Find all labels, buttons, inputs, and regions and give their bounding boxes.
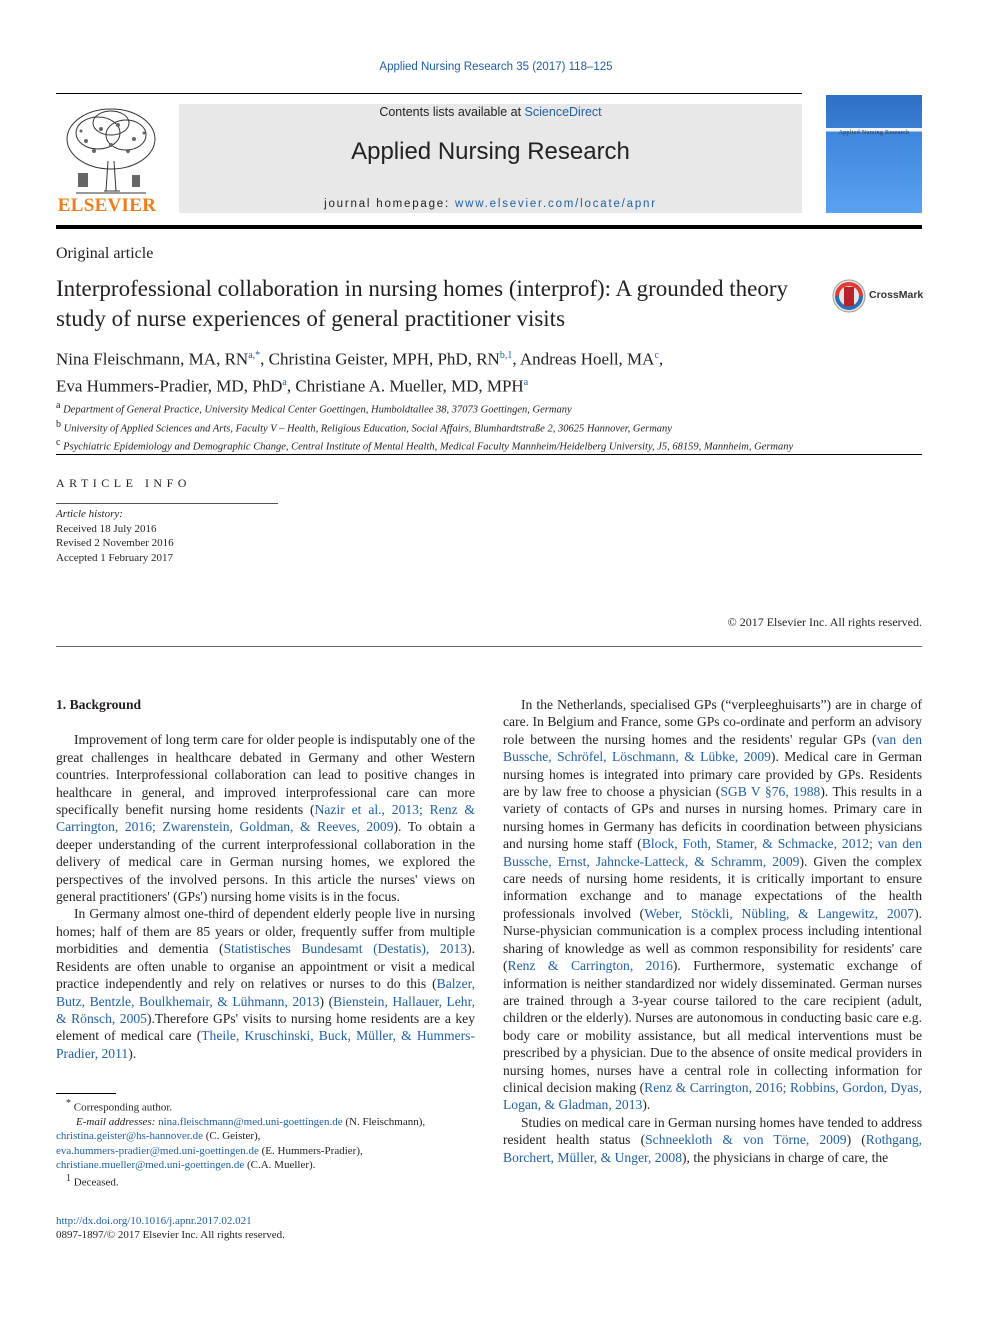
author-name: Christiane A. Mueller, MD, MPH xyxy=(295,376,524,396)
email-owner: (C. Geister), xyxy=(202,1130,261,1143)
email-link[interactable]: eva.hummers-pradier@med.uni-goettingen.de xyxy=(56,1144,259,1157)
email-link[interactable]: christina.geister@hs-hannover.de xyxy=(56,1130,203,1143)
author-affil-mark[interactable]: a,* xyxy=(248,350,261,361)
article-info-rule xyxy=(56,503,278,504)
affiliation xyxy=(56,436,922,455)
history-label: Article history: xyxy=(56,508,123,520)
body-text: ).Therefore GPs' visits to nursing home residents are a key element of medical care ( xyxy=(56,1010,475,1044)
citation-link[interactable]: Schneekloth & von Törne, 2009 xyxy=(645,1132,847,1148)
citation-link[interactable]: SGB V §76, 1988 xyxy=(720,784,821,800)
article-type: Original article xyxy=(56,245,154,262)
homepage-link[interactable]: www.elsevier.com/locate/apnr xyxy=(454,198,657,210)
doi-block xyxy=(56,1214,475,1243)
email-link[interactable]: christiane.mueller@med.uni-goettingen.de xyxy=(56,1158,245,1171)
body-text: ). Nurse-physician communication is a complex process including intentional sharing of knowledge as well as common responsibility for residents' care ( xyxy=(503,905,922,974)
cover-title: Applied Nursing Research xyxy=(838,130,910,136)
body-column-left xyxy=(56,696,475,1062)
body-column-right xyxy=(503,696,922,1166)
footnote-rule xyxy=(56,1093,116,1094)
body-paragraph xyxy=(503,1114,922,1166)
email-link[interactable]: nina.fleischmann@med.uni-goettingen.de xyxy=(158,1115,343,1128)
body-text: ). Furthermore, systematic exchange of information is neither standardized nor widely disseminated. German nurses are trained through a 3-year course tailored to the care recipient (adult, children or the elderly). Nurses are autonomous in conducting basic care e.g. body care or mobility assistance, but all medical interventions must be prescribed by a physician. Due to the absence of onsite medical providers in nursing homes, nurses have a central role in collecting information for clinical decision making ( xyxy=(503,958,922,1095)
email-owner: (N. Fleischmann), xyxy=(342,1115,426,1128)
author-affil-mark[interactable]: a xyxy=(282,376,287,388)
author-name: Christina Geister, MPH, PhD, RN xyxy=(268,349,500,369)
author-list xyxy=(56,344,922,397)
body-text: ). Medical care in German nursing homes is integrated into primary care provided by GPs. Residents are by law free to choose a physician ( xyxy=(503,749,923,800)
deceased-text: Deceased. xyxy=(73,1176,119,1189)
body-text: ), the physicians in charge of care, the xyxy=(682,1149,889,1165)
citation-link[interactable]: Rothgang, Borchert, Müller, & Unger, 2008 xyxy=(503,1132,923,1165)
citation-link[interactable]: Theile, Kruschinski, Buck, Müller, & Hummers-Pradier, 2011 xyxy=(56,1028,475,1061)
journal-cover-thumbnail[interactable] xyxy=(826,95,922,213)
email-line xyxy=(56,1158,475,1172)
affiliation-key: c xyxy=(56,437,61,448)
affiliation-text: Psychiatric Epidemiology and Demographic Change, Central Institute of Mental Health, Medical Faculty Mannheim/Heidelberg University, J5, 68159, Mannheim, Germany xyxy=(63,441,794,453)
journal-homepage-line xyxy=(179,198,802,210)
accepted-date: Accepted 1 February 2017 xyxy=(56,551,173,564)
article-title: Interprofessional collaboration in nursing homes (interprof): A grounded theory study of nurse experiences of general practitioner visits xyxy=(56,276,788,331)
citation-link[interactable]: Statistisches Bundesamt (Destatis), 2013 xyxy=(223,941,468,957)
journal-reference[interactable]: Applied Nursing Research 35 (2017) 118–125 xyxy=(379,61,613,73)
citation-link[interactable]: Balzer, Butz, Bentzle, Boulkhemair, & Lühmann, 2013 xyxy=(56,976,475,1009)
affiliations xyxy=(56,399,922,455)
abstract-rule xyxy=(56,646,922,647)
body-text: Improvement of long term care for older people is indisputably one of the great challenges in healthcare debated in Germany and other Western countries. Interprofessional collaboration can lead to positive changes in healthcare in general, and improved interprofessional care can more specifically benefit nursing home residents ( xyxy=(56,732,475,818)
corresponding-text: Corresponding author. xyxy=(73,1101,173,1114)
author-separator: , xyxy=(658,349,664,369)
revised-date: Revised 2 November 2016 xyxy=(56,537,174,549)
corresponding-footnote xyxy=(56,1097,475,1115)
elsevier-wordmark: ELSEVIER xyxy=(57,195,157,216)
author-affil-mark[interactable]: c xyxy=(654,350,659,361)
citation-link[interactable]: Weber, Stöckli, Nübling, & Langewitz, 2007 xyxy=(644,905,915,921)
body-text: ). xyxy=(642,1097,651,1113)
affiliation-key: b xyxy=(56,418,61,430)
body-text: In Germany almost one-third of dependent elderly people live in nursing homes; half of them are 85 years or older, frequently suffer from multiple morbidities and dementia ( xyxy=(56,906,475,957)
author-name: Nina Fleischmann, MA, RN xyxy=(56,349,249,369)
section-heading: 1. Background xyxy=(56,697,142,712)
author-name: Andreas Hoell, MA xyxy=(519,349,655,369)
citation-link[interactable]: Block, Foth, Stamer, & Schmacke, 2012; van den Bussche, Ernst, Jahncke-Latteck, & Schramm, 2009 xyxy=(503,836,922,869)
received-date: Received 18 July 2016 xyxy=(56,522,157,535)
citation-link[interactable]: Bienstein, Hallauer, Lehr, & Rönsch, 2005 xyxy=(56,993,475,1026)
copyright-notice: © 2017 Elsevier Inc. All rights reserved. xyxy=(727,615,922,629)
crossmark-label[interactable]: CrossMark xyxy=(869,289,924,301)
email-addresses xyxy=(56,1115,475,1172)
sciencedirect-link[interactable]: ScienceDirect xyxy=(524,105,602,119)
author-separator: , xyxy=(512,349,520,369)
email-owner: (E. Hummers-Pradier), xyxy=(258,1144,363,1157)
doi-link[interactable]: http://dx.doi.org/10.1016/j.apnr.2017.02.021 xyxy=(56,1215,252,1227)
corresponding-mark: * xyxy=(66,1098,71,1109)
body-text: ). To obtain a deeper understanding of the current interprofessional collaboration in the delivery of medical care in German nursing homes, we explored the perspectives of the involved persons. In this article the nurses' views on general practitioners' (GPs') nursing home visits is in the focus. xyxy=(56,819,475,905)
body-text: ) ( xyxy=(846,1132,866,1148)
affiliation xyxy=(56,399,922,418)
author-separator: , xyxy=(260,349,269,369)
author-affil-mark[interactable]: b,1 xyxy=(499,350,513,361)
footnotes xyxy=(56,1097,475,1190)
affiliation-text: University of Applied Sciences and Arts, Faculty V – Health, Religious Education, Social Affairs, Blumhardtstraße 2, 30625 Hannover, Germany xyxy=(63,423,672,434)
email-line xyxy=(56,1144,475,1158)
article-history xyxy=(56,507,174,565)
email-owner: (C.A. Mueller). xyxy=(244,1158,316,1171)
homepage-prefix: journal homepage: xyxy=(324,198,455,210)
author-separator: , xyxy=(286,376,296,396)
header-top-rule xyxy=(56,93,802,94)
email-label: E-mail addresses: xyxy=(76,1115,156,1128)
deceased-footnote xyxy=(56,1172,475,1190)
journal-title: Applied Nursing Research xyxy=(351,138,630,165)
body-text: Studies on medical care in German nursing homes have tended to address resident health status ( xyxy=(503,1114,922,1148)
body-text: ). Given the complex care needs of nursing home residents, it is critically important to ensure information exchange and to manage expectations of the health professionals involved ( xyxy=(503,853,922,921)
contents-line xyxy=(179,105,802,119)
header-bottom-rule xyxy=(56,225,922,229)
citation-link[interactable]: van den Bussche, Schröfel, Löschmann, & Lübke, 2009 xyxy=(503,731,922,765)
deceased-mark: 1 xyxy=(66,1173,71,1185)
citation-link[interactable]: Renz & Carrington, 2016; Robbins, Gordon, Dyas, Logan, & Gladman, 2013 xyxy=(503,1079,922,1113)
body-text: ). Residents are often unable to organise an appointment or visit a medical practice independently and rely on relatives or nurses to do this ( xyxy=(56,941,475,992)
citation-link[interactable]: Renz & Carrington, 2016 xyxy=(507,958,673,974)
affiliation-rule xyxy=(56,454,922,455)
affiliation-key: a xyxy=(56,400,61,411)
body-paragraph xyxy=(503,696,922,1114)
contents-prefix: Contents lists available at xyxy=(379,105,525,119)
author-name: Eva Hummers-Pradier, MD, PhD xyxy=(56,376,283,396)
affiliation xyxy=(56,418,922,437)
issn-line: 0897-1897/© 2017 Elsevier Inc. All rights reserved. xyxy=(56,1229,285,1242)
citation-link[interactable]: Nazir et al., 2013; Renz & Carrington, 2016; Zwarenstein, Goldman, & Reeves, 2009 xyxy=(56,802,475,835)
affiliation-text: Department of General Practice, University Medical Center Goettingen, Humboldtallee 38, 37073 Goettingen, Germany xyxy=(63,404,572,416)
body-text: ). xyxy=(128,1045,137,1061)
email-line xyxy=(56,1115,475,1129)
author-affil-mark[interactable]: a xyxy=(523,376,529,388)
article-info-heading: ARTICLE INFO xyxy=(56,476,191,490)
email-line xyxy=(56,1129,475,1143)
body-paragraph xyxy=(56,905,475,1062)
body-text: ) ( xyxy=(319,993,334,1009)
body-paragraph xyxy=(56,731,475,905)
body-text: In the Netherlands, specialised GPs (“verpleeghuisarts”) are in charge of care. In Belgium and France, some GPs co-ordinate and perform an advisory role between the nursing homes and the residents' regular GPs ( xyxy=(503,697,922,747)
body-text: ). This results in a variety of contacts of GPs and nurses in nursing homes. Primary care in nursing homes in Germany has deficits in coordination between physicians and nursing home staff ( xyxy=(503,784,922,852)
